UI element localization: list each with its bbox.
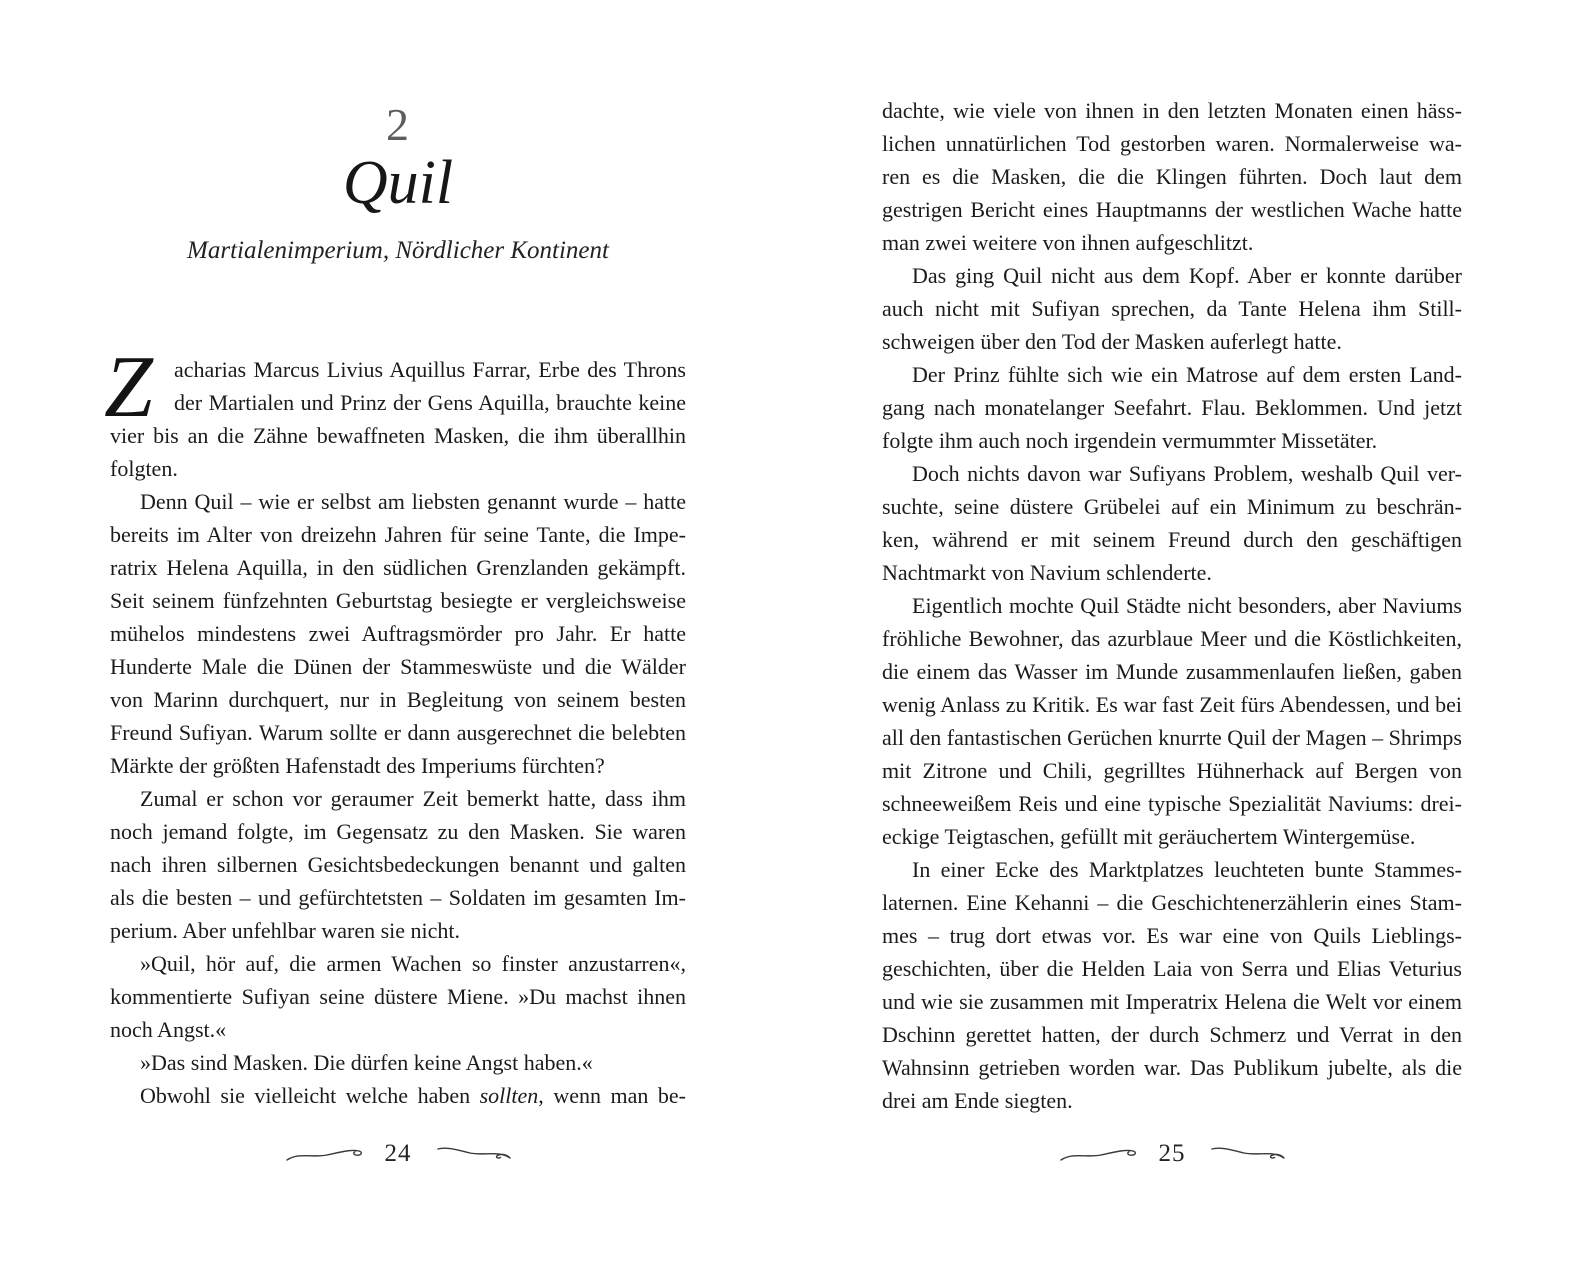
right-page-body — [882, 94, 1462, 1117]
page-number-right: 25 — [1158, 1140, 1186, 1167]
text-line: folgte ihm auch noch irgendein vermummter Missetäter. — [882, 428, 1378, 453]
text-line: als die besten – und gefürchtetsten – Soldaten im gesamten Im- — [110, 885, 686, 910]
text-line: der Martialen und Prinz der Gens Aquilla, brauchte keine — [174, 390, 686, 415]
flourish-left-icon — [285, 1143, 363, 1165]
text-line: suchte, seine düstere Grübelei auf ein Minimum zu beschrän- — [882, 494, 1462, 519]
left-page-footer — [110, 1140, 686, 1168]
text-line: drei am Ende siegten. — [882, 1088, 1073, 1113]
text-line: Doch nichts davon war Sufiyans Problem, weshalb Quil ver- — [912, 461, 1462, 486]
text-line: wenig Anlass zu Kritik. Es war fast Zeit fürs Abendessen, und bei — [882, 692, 1462, 717]
flourish-left-icon — [1059, 1143, 1137, 1165]
text-line: dachte, wie viele von ihnen in den letzten Monaten einen häss- — [882, 98, 1462, 123]
text-line: Das ging Quil nicht aus dem Kopf. Aber er konnte darüber — [912, 263, 1462, 288]
text-line: Zumal er schon vor geraumer Zeit bemerkt hatte, dass ihm — [140, 786, 686, 811]
text-line: schneeweißem Reis und eine typische Spezialität Naviums: drei- — [882, 791, 1462, 816]
text-line: Nachtmarkt von Navium schlenderte. — [882, 560, 1212, 585]
right-page-footer — [882, 1140, 1462, 1168]
text-line: noch Angst.« — [110, 1017, 227, 1042]
text-line: »Das sind Masken. Die dürfen keine Angst haben.« — [140, 1050, 593, 1075]
text-line: In einer Ecke des Marktplatzes leuchteten bunte Stammes- — [912, 857, 1462, 882]
text-line: man zwei weitere von ihnen aufgeschlitzt. — [882, 230, 1254, 255]
text-line: Eigentlich mochte Quil Städte nicht besonders, aber Naviums — [912, 593, 1462, 618]
text-line: schweigen über den Tod der Masken auferlegt hatte. — [882, 329, 1342, 354]
text-line: und wie sie zusammen mit Imperatrix Helena die Welt vor einem — [882, 989, 1462, 1014]
text-line: Märkte der größten Hafenstadt des Imperiums fürchten? — [110, 753, 605, 778]
text-line: mit Zitrone und Chili, gegrilltes Hühnerhack auf Bergen von — [882, 758, 1462, 783]
text-line: Der Prinz fühlte sich wie ein Matrose auf dem ersten Land- — [912, 362, 1462, 387]
text-line: auch nicht mit Sufiyan sprechen, da Tante Helena ihm Still- — [882, 296, 1462, 321]
text-line: Denn Quil – wie er selbst am liebsten genannt wurde – hatte — [140, 489, 686, 514]
text-line: fröhliche Bewohner, das azurblaue Meer und die Köstlichkeiten, — [882, 626, 1462, 651]
text-line: gang nach monatelanger Seefahrt. Flau. Beklommen. Und jetzt — [882, 395, 1462, 420]
chapter-title: Quil — [342, 149, 454, 217]
text-line: mühelos mindestens zwei Auftragsmörder pro Jahr. Er hatte — [110, 621, 686, 646]
text-line: noch jemand folgte, im Gegensatz zu den Masken. Sie waren — [110, 819, 686, 844]
text-line: laternen. Eine Kehanni – die Geschichtenerzählerin eines Stam- — [882, 890, 1462, 915]
text-line: kommentierte Sufiyan seine düstere Miene. »Du machst ihnen — [110, 984, 686, 1009]
text-line: mes – trug dort etwas vor. Es war eine von Quils Lieblings- — [882, 923, 1462, 948]
chapter-subtitle: Martialenimperium, Nördlicher Kontinent — [187, 237, 609, 264]
left-page — [104, 0, 686, 1270]
text-line: eckige Teigtaschen, gefüllt mit geräuchertem Wintergemüse. — [882, 824, 1416, 849]
flourish-right-icon — [1208, 1143, 1286, 1165]
text-line: Freund Sufiyan. Warum sollte er dann ausgerechnet die belebten — [110, 720, 686, 745]
text-line: ken, während er mit seinem Freund durch den geschäftigen — [882, 527, 1462, 552]
text-line: geschichten, über die Helden Laia von Serra und Elias Veturius — [882, 956, 1462, 981]
text-line: Hunderte Male die Dünen der Stammeswüste und die Wälder — [110, 654, 686, 679]
page-number-left: 24 — [384, 1140, 412, 1167]
text-line: »Quil, hör auf, die armen Wachen so finster anzustarren«, — [140, 951, 686, 976]
text-line: acharias Marcus Livius Aquillus Farrar, Erbe des Throns — [174, 357, 686, 382]
text-line: nach ihren silbernen Gesichtsbedeckungen benannt und galten — [110, 852, 686, 877]
text-line: bereits im Alter von dreizehn Jahren für seine Tante, die Impe- — [110, 522, 686, 547]
text-line: gestrigen Bericht eines Hauptmanns der westlichen Wache hatte — [882, 197, 1462, 222]
text-line: Seit seinem fünfzehnten Geburtstag besiegte er vergleichsweise — [110, 588, 686, 613]
text-line: folgten. — [110, 456, 178, 481]
text-line: vier bis an die Zähne bewaffneten Masken, die ihm überallhin — [110, 423, 686, 448]
text-line: Obwohl sie vielleicht welche haben sollten, wenn man be- — [140, 1083, 686, 1108]
flourish-right-icon — [434, 1143, 512, 1165]
right-text-column — [882, 94, 1462, 1117]
text-line: ratrix Helena Aquilla, in den südlichen Grenzlanden gekämpft. — [110, 555, 686, 580]
text-line: perium. Aber unfehlbar waren sie nicht. — [110, 918, 461, 943]
text-line: all den fantastischen Gerüchen knurrte Quil der Magen – Shrimps — [882, 725, 1462, 750]
text-line: die einem das Wasser im Munde zusammenlaufen ließen, gaben — [882, 659, 1462, 684]
left-text-column — [110, 353, 686, 1112]
text-line: lichen unnatürlichen Tod gestorben waren. Normalerweise wa- — [882, 131, 1462, 156]
right-page — [882, 0, 1462, 1270]
left-page-body — [104, 339, 686, 1112]
text-line: Dschinn gerettet hatten, der durch Schmerz und Verrat in den — [882, 1022, 1462, 1047]
text-line: Wahnsinn getrieben worden war. Das Publikum jubelte, als die — [882, 1055, 1462, 1080]
chapter-number: 2 — [386, 99, 410, 150]
text-line: von Marinn durchquert, nur in Begleitung von seinem besten — [110, 687, 686, 712]
text-line: ren es die Masken, die die Klingen führten. Doch laut dem — [882, 164, 1462, 189]
drop-cap: Z — [104, 339, 153, 436]
